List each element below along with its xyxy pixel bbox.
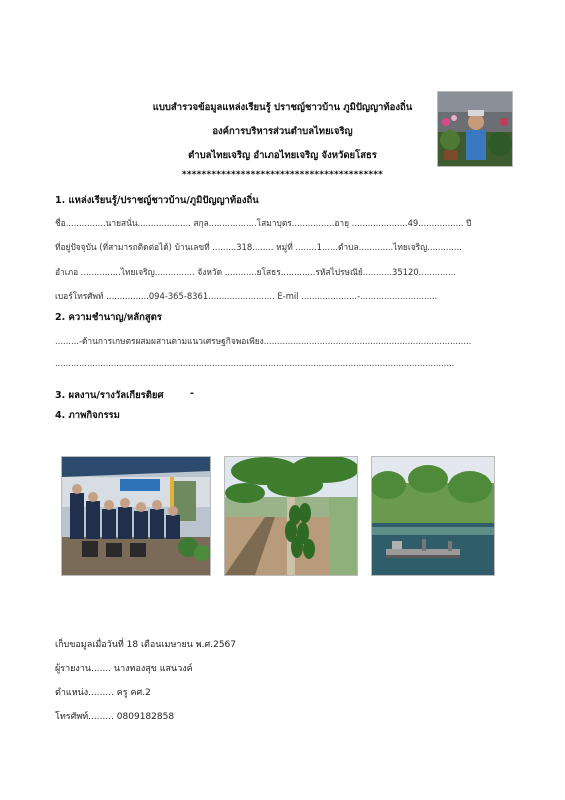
activity-photo-group [61,456,211,576]
header-organization: องค์การบริหารส่วนตำบลไทยเจริญ [212,126,353,137]
section-1-title: 1. แหล่งเรียนรู้/ปราชญ์ชาวบ้าน/ภูมิปัญญาท้องถิ่น [55,195,259,206]
header-location: ตำบลไทยเจริญ อำเภอไทยเจริญ จังหวัดยโสธร [188,150,377,161]
footer-reporter: ผู้รายงาน....... นางทองสุข แสนวงค์ [55,664,193,674]
header-divider: ***************************************** [181,170,384,180]
section-1-name-row: ชื่อ...............นายสนั่น.................... สกุล..................โสมาบุตร................อายุ .....................49................. ปี [55,218,472,228]
activity-photo-papaya [224,456,358,576]
section-4-title: 4. ภาพกิจกรรม [55,410,120,421]
section-3-value: - [190,388,194,399]
activity-photo-pond [371,456,495,576]
footer-date: เก็บขอมูลเมื่อวันที่ 18 เดือนเมษายน พ.ศ.2567 [55,640,237,650]
section-1-district-row: อำเภอ ...............ไทยเจริญ............... จังหวัด ............ยโสธร.............รหัสไปรษณีย์...........35120.............. [55,267,456,277]
section-2-title: 2. ความชำนาญ/หลักสูตร [55,312,162,323]
section-1-phone-row: เบอร์โทรศัพท์ ................094-365-8361......................... E-mil .....................-............................. [55,291,438,301]
section-1-address-row: ที่อยู่ปัจจุบัน (ที่สามารถติดต่อได้) บ้านเลขที่ .........318........ หมู่ที่ ........1......ตำบล.............ไทยเจริญ............. [55,242,462,252]
section-2-blank-row: ...................................................................................................................................................... [55,358,455,368]
footer-position: ตำแหน่ง......... ครู คศ.2 [55,688,151,698]
section-3-title: 3. ผลงาน/รางวัลเกียรติยศ [55,390,164,401]
header-title: แบบสำรวจข้อมูลแหล่งเรียนรู้ ปราชญ์ชาวบ้าน ภูมิปัญญาท้องถิ่น [152,102,413,113]
footer-phone: โทรศัพท์......... 0809182858 [55,712,175,722]
section-2-expertise-row: .........-ด้านการเกษตรผสมผสานตามแนวเศรษฐกิจพอเพียง.............................................................................. [55,336,472,346]
